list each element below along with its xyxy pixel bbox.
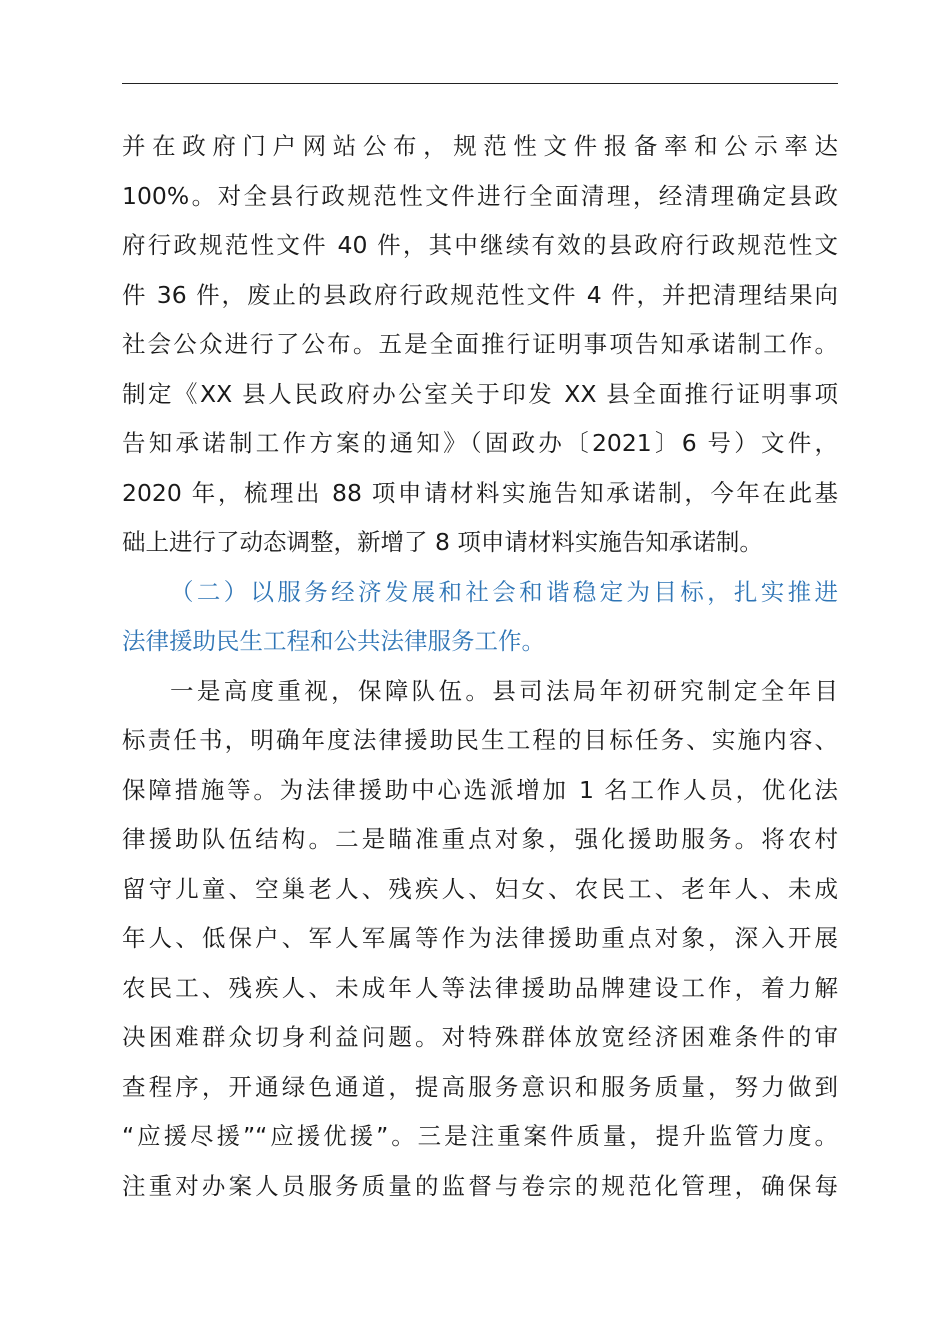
paragraph-line: 保障措施等。为法律援助中心选派增加 1 名工作人员，优化法 [122, 775, 838, 804]
header-rule [122, 83, 838, 84]
paragraph-line: 决困难群众切身利益问题。对特殊群体放宽经济困难条件的审 [122, 1023, 838, 1051]
paragraph-line: 年人、低保户、军人军属等作为法律援助重点对象，深入开展 [122, 924, 838, 952]
paragraph-line: 标责任书，明确年度法律援助民生工程的目标任务、实施内容、 [122, 726, 838, 754]
document-body [122, 122, 838, 1211]
paragraph-line: “应援尽援”“应援优援”。三是注重案件质量，提升监管力度。 [122, 1122, 838, 1150]
section-heading-line: 法律援助民生工程和公共法律服务工作。 [122, 627, 545, 655]
paragraph-line: 律援助队伍结构。二是瞄准重点对象，强化援助服务。将农村 [122, 825, 838, 853]
paragraph-line: 留守儿童、空巢老人、残疾人、妇女、农民工、老年人、未成 [122, 874, 838, 903]
paragraph-line: 社会公众进行了公布。五是全面推行证明事项告知承诺制工作。 [122, 330, 838, 358]
paragraph-line: 府行政规范性文件 40 件，其中继续有效的县政府行政规范性文 [122, 231, 838, 259]
section-heading-line: （二）以服务经济发展和社会和谐稳定为目标，扎实推进 [170, 577, 838, 606]
paragraph-line: 告知承诺制工作方案的通知》（固政办〔2021〕6 号）文件， [122, 429, 838, 457]
paragraph-line: 2020 年，梳理出 88 项申请材料实施告知承诺制，今年在此基 [122, 478, 838, 507]
paragraph-line: 并在政府门户网站公布，规范性文件报备率和公示率达 [122, 132, 838, 160]
paragraph-line: 农民工、残疾人、未成年人等法律援助品牌建设工作，着力解 [122, 973, 838, 1002]
paragraph-line: 制定《XX 县人民政府办公室关于印发 XX 县全面推行证明事项 [122, 379, 838, 408]
paragraph-line: 础上进行了动态调整，新增了 8 项申请材料实施告知承诺制。 [122, 528, 763, 556]
paragraph-line: 件 36 件，废止的县政府行政规范性文件 4 件，并把清理结果向 [122, 280, 838, 309]
paragraph-line: 注重对办案人员服务质量的监督与卷宗的规范化管理，确保每 [122, 1171, 838, 1200]
paragraph-line: 一是高度重视，保障队伍。县司法局年初研究制定全年目 [170, 676, 838, 705]
paragraph-line: 查程序，开通绿色通道，提高服务意识和服务质量，努力做到 [122, 1072, 838, 1101]
paragraph-line: 100%。对全县行政规范性文件进行全面清理，经清理确定县政 [122, 181, 838, 210]
